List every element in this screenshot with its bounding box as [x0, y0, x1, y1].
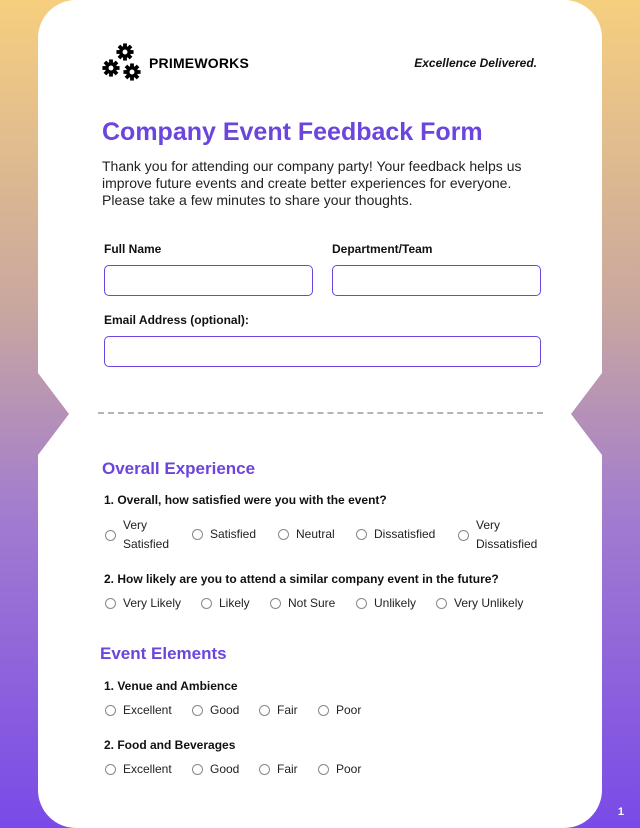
option-very-dissatisfied[interactable]	[458, 516, 548, 554]
option-venue-poor[interactable]	[318, 701, 361, 720]
option-unlikely[interactable]	[356, 594, 416, 613]
department-label: Department/Team	[332, 242, 433, 256]
radio-button[interactable]	[278, 529, 289, 540]
option-label: Not Sure	[288, 596, 336, 610]
radio-button[interactable]	[270, 598, 281, 609]
option-label: Fair	[277, 762, 298, 776]
option-label: Very Likely	[123, 596, 182, 610]
option-label: Very Dissatisfied	[476, 518, 538, 551]
option-label: Very Unlikely	[454, 596, 524, 610]
intro-text: Thank you for attending our company party! Your feedback helps us improve future events and create better experiences for everyone. Please take a few minutes to share your thoughts.	[102, 158, 522, 208]
radio-button[interactable]	[318, 764, 329, 775]
gears-icon	[102, 42, 144, 82]
option-neutral[interactable]	[278, 525, 335, 544]
radio-button[interactable]	[105, 598, 116, 609]
radio-button[interactable]	[201, 598, 212, 609]
option-label: Excellent	[123, 762, 172, 776]
radio-button[interactable]	[192, 764, 203, 775]
option-label: Neutral	[296, 527, 335, 541]
option-very-unlikely[interactable]	[436, 594, 523, 613]
full-name-label: Full Name	[104, 242, 162, 256]
radio-button[interactable]	[356, 598, 367, 609]
form-title: Company Event Feedback Form	[102, 118, 483, 146]
radio-button[interactable]	[259, 705, 270, 716]
option-food-poor[interactable]	[318, 760, 361, 779]
option-label: Fair	[277, 703, 298, 717]
option-venue-good[interactable]	[192, 701, 239, 720]
radio-button[interactable]	[259, 764, 270, 775]
event-elements-heading: Event Elements	[100, 644, 227, 663]
tagline: Excellence Delivered.	[414, 56, 537, 70]
option-label: Good	[210, 762, 240, 776]
overall-experience-heading: Overall Experience	[102, 459, 256, 478]
option-dissatisfied[interactable]	[356, 525, 435, 544]
option-venue-excellent[interactable]	[105, 701, 172, 720]
radio-button[interactable]	[318, 705, 329, 716]
option-label: Good	[210, 703, 240, 717]
option-label: Likely	[219, 596, 250, 610]
radio-button[interactable]	[192, 529, 203, 540]
option-food-fair[interactable]	[259, 760, 298, 779]
option-label: Unlikely	[374, 596, 417, 610]
radio-button[interactable]	[105, 705, 116, 716]
option-label: Poor	[336, 762, 362, 776]
option-label: Excellent	[123, 703, 172, 717]
option-label: Dissatisfied	[374, 527, 436, 541]
option-label: Satisfied	[210, 527, 257, 541]
option-food-good[interactable]	[192, 760, 239, 779]
question-satisfaction: 1. Overall, how satisfied were you with the event?	[104, 493, 387, 507]
option-very-satisfied[interactable]	[105, 516, 185, 554]
radio-button[interactable]	[458, 530, 469, 541]
option-not-sure[interactable]	[270, 594, 335, 613]
option-label: Poor	[336, 703, 362, 717]
question-food: 2. Food and Beverages	[104, 738, 236, 752]
radio-button[interactable]	[356, 529, 367, 540]
brand-name: PRIMEWORKS	[149, 55, 249, 71]
option-label: Very Satisfied	[123, 518, 170, 551]
email-field[interactable]	[104, 336, 541, 367]
option-food-excellent[interactable]	[105, 760, 172, 779]
question-venue: 1. Venue and Ambience	[104, 679, 238, 693]
option-venue-fair[interactable]	[259, 701, 298, 720]
radio-button[interactable]	[105, 530, 116, 541]
page-number: 1	[617, 806, 624, 818]
radio-button[interactable]	[192, 705, 203, 716]
radio-button[interactable]	[105, 764, 116, 775]
option-likely[interactable]	[201, 594, 250, 613]
full-name-field[interactable]	[104, 265, 313, 296]
option-satisfied[interactable]	[192, 525, 256, 544]
radio-button[interactable]	[436, 598, 447, 609]
option-very-likely[interactable]	[105, 594, 181, 613]
section-divider	[98, 412, 543, 414]
email-label: Email Address (optional):	[104, 313, 249, 327]
department-field[interactable]	[332, 265, 541, 296]
question-attend-again: 2. How likely are you to attend a similar company event in the future?	[104, 572, 499, 586]
